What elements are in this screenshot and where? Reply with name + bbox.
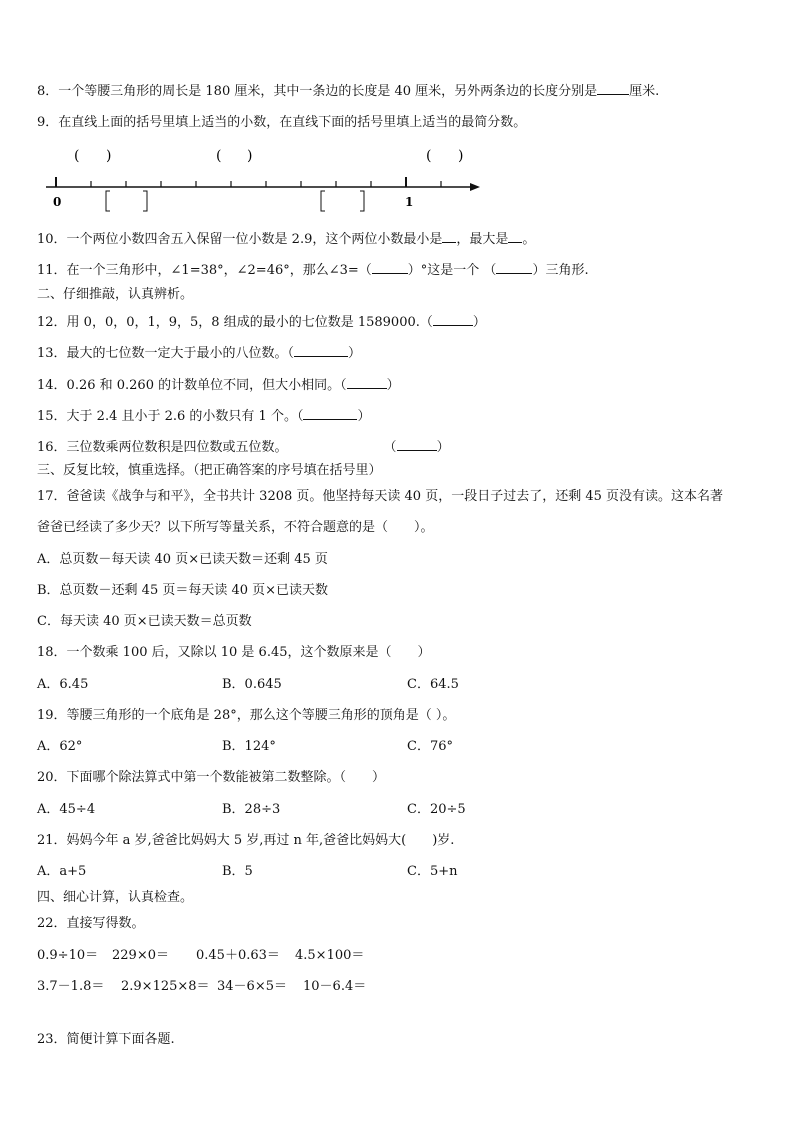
- calc-item: 3.7－1.8＝: [37, 979, 105, 994]
- bracket-open-2: [321, 191, 325, 211]
- question-12-text: 12．用 0，0，0，1，9，5，8 组成的最小的七位数是 1589000.（: [37, 315, 433, 330]
- option-c[interactable]: C．76°: [407, 739, 453, 754]
- paren-close-1: ): [106, 148, 112, 164]
- option-c[interactable]: C．64.5: [407, 677, 459, 692]
- paren-close-3: ): [458, 148, 464, 164]
- question-8-text: 8．一个等腰三角形的周长是 180 厘米，其中一条边的长度是 40 厘米，另外两条边的长度分别是: [37, 84, 598, 99]
- question-11: [37, 261, 589, 279]
- question-12: [37, 313, 486, 331]
- calc-item: 4.5×100＝: [295, 948, 365, 963]
- question-17-line-1: 17．爸爸读《战争与和平》，全书共计 3208 页。他坚持每天读 40 页，一段日子过去了，还剩 45 页没有读。这本名著: [37, 489, 724, 504]
- question-11-end: ）三角形.: [532, 263, 589, 278]
- question-11-mid: ）°这是一个 （: [407, 263, 497, 278]
- question-8: [37, 82, 659, 100]
- answer-blank-type[interactable]: [496, 261, 532, 274]
- question-16: [37, 438, 450, 456]
- question-15: [37, 407, 370, 425]
- option-a[interactable]: A．总页数－每天读 40 页×已读天数＝还剩 45 页: [37, 552, 328, 567]
- answer-blank[interactable]: [433, 313, 473, 326]
- question-22-text: 22．直接写得数。: [37, 916, 145, 931]
- bracket-close-1: [143, 191, 147, 211]
- option-a[interactable]: A．62°: [37, 739, 83, 754]
- section-4-heading: 四、细心计算，认真检查。: [37, 890, 194, 905]
- answer-blank[interactable]: [294, 344, 348, 357]
- number-line: [40, 140, 490, 215]
- answer-blank-min[interactable]: [442, 230, 456, 243]
- question-13-text: 13．最大的七位数一定大于最小的八位数。（: [37, 346, 295, 361]
- question-10-text: 10．一个两位小数四舍五入保留一位小数是 2.9，这个两位小数最小是: [37, 232, 443, 247]
- calc-item: 0.9÷10＝: [37, 948, 99, 963]
- question-14-text: 14．0.26 和 0.260 的计数单位不同，但大小相同。（: [37, 378, 347, 393]
- question-16-text: 16．三位数乘两位数积是四位数或五位数。: [37, 440, 288, 455]
- question-10-mid: ，最大是: [456, 232, 509, 247]
- question-18-text: 18．一个数乘 100 后，又除以 10 是 6.45，这个数原来是（ ）: [37, 645, 431, 660]
- option-b[interactable]: B．总页数－还剩 45 页＝每天读 40 页×已读天数: [37, 583, 329, 598]
- answer-blank-angle[interactable]: [372, 261, 408, 274]
- calc-item: 0.45＋0.63＝: [196, 948, 280, 963]
- question-10-end: 。: [522, 232, 536, 247]
- paren-open-3: (: [426, 148, 432, 164]
- paren-close-2: ): [247, 148, 253, 164]
- question-21-text: 21．妈妈今年 a 岁,爸爸比妈妈大 5 岁,再过 n 年,爸爸比妈妈大( )岁.: [37, 833, 455, 848]
- question-15-text: 15．大于 2.4 且小于 2.6 的小数只有 1 个。（: [37, 409, 304, 424]
- bracket-close-2: [360, 191, 364, 211]
- option-c[interactable]: C．每天读 40 页×已读天数＝总页数: [37, 614, 252, 629]
- section-2-heading: 二、仔细推敲，认真辨析。: [37, 287, 194, 302]
- paren-close: ）: [386, 378, 400, 393]
- option-c[interactable]: C．20÷5: [407, 802, 466, 817]
- option-b[interactable]: B．5: [222, 864, 253, 879]
- answer-blank[interactable]: [303, 407, 357, 420]
- paren-open-1: (: [74, 148, 80, 164]
- calc-item: 229×0＝: [112, 948, 169, 963]
- question-14: [37, 376, 400, 394]
- answer-blank-max[interactable]: [508, 230, 522, 243]
- option-c[interactable]: C．5+n: [407, 864, 458, 879]
- option-b[interactable]: B．28÷3: [222, 802, 281, 817]
- label-zero: 0: [53, 195, 62, 209]
- label-one: 1: [405, 195, 414, 209]
- question-11-text: 11．在一个三角形中，∠1=38°，∠2=46°，那么∠3=（: [37, 263, 372, 278]
- question-8-unit: 厘米.: [629, 84, 660, 99]
- calc-item: 10－6.4＝: [303, 979, 367, 994]
- option-a[interactable]: A．a+5: [37, 864, 87, 879]
- question-9-text: 9．在直线上面的括号里填上适当的小数，在直线下面的括号里填上适当的最简分数。: [37, 115, 527, 130]
- question-17-line-2: 爸爸已经读了多少天？以下所写等量关系，不符合题意的是（ ）。: [37, 520, 434, 535]
- calc-item: 34－6×5＝: [217, 979, 287, 994]
- paren-close: ）: [357, 409, 371, 424]
- option-a[interactable]: A．6.45: [37, 677, 89, 692]
- question-23-text: 23．简便计算下面各题.: [37, 1032, 175, 1047]
- paren-open-2: (: [216, 148, 222, 164]
- answer-blank[interactable]: [397, 438, 437, 451]
- option-b[interactable]: B．124°: [222, 739, 276, 754]
- option-b[interactable]: B．0.645: [222, 677, 282, 692]
- option-a[interactable]: A．45÷4: [37, 802, 96, 817]
- paren-close: ）: [472, 315, 486, 330]
- axis-arrow: [470, 183, 480, 191]
- paren-open: （: [383, 440, 397, 455]
- paren-close: ）: [436, 440, 450, 455]
- paren-close: ）: [348, 346, 362, 361]
- answer-blank[interactable]: [597, 82, 629, 95]
- question-13: [37, 344, 361, 362]
- question-20-text: 20．下面哪个除法算式中第一个数能被第二数整除。（ ）: [37, 770, 386, 785]
- answer-blank[interactable]: [347, 376, 387, 389]
- tick-marks: [56, 177, 441, 187]
- section-3-heading: 三、反复比较，慎重选择。（把正确答案的序号填在括号里）: [37, 463, 382, 478]
- question-10: [37, 230, 535, 248]
- calc-item: 2.9×125×8＝: [121, 979, 210, 994]
- bracket-open-1: [106, 191, 110, 211]
- question-19-text: 19．等腰三角形的一个底角是 28°，那么这个等腰三角形的顶角是（ ）。: [37, 708, 456, 723]
